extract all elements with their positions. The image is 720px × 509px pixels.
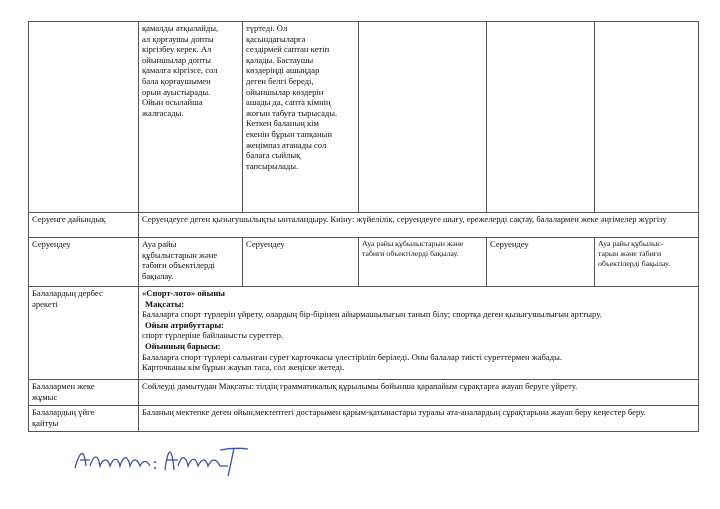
table-row xyxy=(29,287,699,380)
row-label: Серуенге дайындық xyxy=(29,213,139,238)
text-line: тапсырылады. xyxy=(246,160,299,171)
text-line: көздеріңді ашыңдар xyxy=(246,65,320,76)
text-line: Ауа райы xyxy=(142,239,177,249)
table-cell xyxy=(359,22,487,213)
text-line: әрекеті xyxy=(32,298,58,309)
course-text: Карточканы кім бұрын жауып таса, сол жеңіске жетеді. xyxy=(142,362,345,373)
walk-observation-cell xyxy=(139,238,243,287)
text-line: ойыншылар көздерін xyxy=(246,86,324,97)
text-line: орын ауыстырады. xyxy=(142,86,211,97)
table-cell xyxy=(595,22,699,213)
text-line: тарын және табиғи xyxy=(598,248,662,258)
text-line: қайтуы xyxy=(32,417,59,428)
row-label xyxy=(29,380,139,406)
handwritten-signature xyxy=(70,440,260,480)
independent-activity-cell xyxy=(139,287,699,380)
text-line: Балалармен жеке xyxy=(32,381,95,391)
text-line: Ауа райы құбылыстарын және xyxy=(362,239,464,248)
lesson-plan-table xyxy=(28,21,699,432)
text-line: ашады да, сапта кімнің xyxy=(246,97,331,108)
serunge-text: Серуендеуге деген қызығушылықты ынталандыру. Киіну: жүйелілік, серуендеуге шығу, ережелерді сақтау, балалармен жеке әңгімелер жүргізу xyxy=(139,213,699,238)
row-label: Серуендеу xyxy=(29,238,139,287)
text-line: екенін бұрын тапқанын xyxy=(246,128,332,139)
text-line: балаға сыйлық xyxy=(246,150,301,161)
text-line: бақылау. xyxy=(142,270,174,281)
walk-observation-cell xyxy=(595,238,699,287)
goal-heading: Мақсаты: xyxy=(145,298,185,309)
table-row xyxy=(29,238,699,287)
table-row xyxy=(29,213,699,238)
row-label xyxy=(29,287,139,380)
text-line: жалғасады. xyxy=(142,107,184,118)
row-label xyxy=(29,406,139,432)
course-text: Балаларға спорт түрлері салынған сурет карточкасы үлестіріліп беріледі. Оны балалар тиісті суреттермен жабады. xyxy=(142,351,562,362)
text-line: Ойын осылайша xyxy=(142,97,203,108)
individual-work-text: Сөйлеуді дамытудан Мақсаты: тілдің грамматикалық құрылымы бойынша қарапайым сұрақтарға жауап беруге үйрету. xyxy=(139,380,699,406)
walk-cell: Серуендеу xyxy=(243,238,359,287)
text-line: табиғи объектілерді бақылау. xyxy=(362,248,459,258)
text-line: қасындағыларға xyxy=(246,33,306,44)
text-line: ал қорғаушы допты xyxy=(142,33,214,44)
table-row xyxy=(29,406,699,432)
attributes-heading: Ойын атрибуттары: xyxy=(145,319,225,330)
text-line: жоғын табуға тырысады. xyxy=(246,107,338,118)
text-line: Кеткен баланың кім xyxy=(246,118,319,129)
text-line: ойыншылар допты xyxy=(142,54,212,65)
text-line: объектілерді бақылау. xyxy=(598,258,671,268)
text-line: жеңімпаз атанады сол xyxy=(246,139,327,150)
text-line: деген белгі береді, xyxy=(246,75,314,86)
goal-text: Балаларға спорт түрлерін үйрету, олардың бір-бірінен айырмашылығын танып білу; спортқа деген қызығушылығын арттыру. xyxy=(142,309,602,320)
text-line: түртеді. Ол xyxy=(246,23,288,33)
attributes-text: спорт түрлеріне байланысты суреттер. xyxy=(142,330,284,341)
course-heading: Ойынның барысы: xyxy=(145,340,221,351)
walk-observation-cell xyxy=(359,238,487,287)
table-cell xyxy=(29,22,139,213)
text-line: қамалды атқылайды, xyxy=(142,23,219,33)
text-line: бала қорғаушымен xyxy=(142,75,211,86)
text-line: табиғи объектілерді xyxy=(142,260,215,271)
text-line: Ауа райы құбылыс- xyxy=(598,239,664,248)
walk-cell: Серуендеу xyxy=(487,238,595,287)
game-description-cell xyxy=(243,22,359,213)
table-row xyxy=(29,380,699,406)
game-description-cell xyxy=(139,22,243,213)
text-line: құбылыстарын және xyxy=(142,249,218,260)
table-cell xyxy=(487,22,595,213)
text-line: қалады. Бастаушы xyxy=(246,54,314,65)
text-line: Балалардың дербес xyxy=(32,288,103,298)
going-home-text: Баланың мектепке деген ойын,мектептегі достарымен қарым-қатынастары туралы ата-аналардың сұрақтарына жауап беру кеңестер беру. xyxy=(139,406,699,432)
text-line: сездірмей саптан кетіп xyxy=(246,44,330,55)
game-title: «Спорт-лото» ойыны xyxy=(142,288,225,298)
text-line: Балалардың үйге xyxy=(32,407,95,417)
table-row xyxy=(29,22,699,213)
text-line: жұмыс xyxy=(32,391,58,402)
text-line: қамалға кіргізсе, сол xyxy=(142,65,218,76)
text-line: кіргізбеу керек. Ал xyxy=(142,44,212,55)
